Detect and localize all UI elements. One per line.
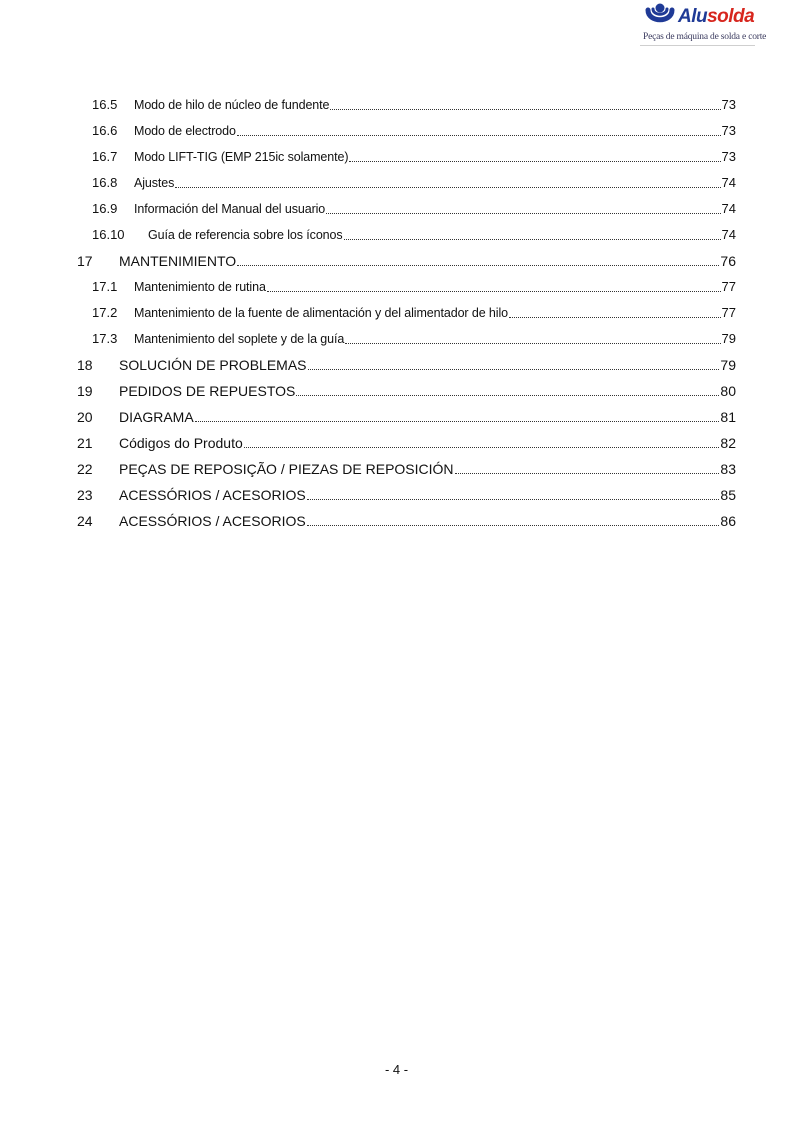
toc-entry[interactable] <box>92 278 736 296</box>
toc-entry-number: 20 <box>77 409 93 425</box>
toc-entry-number: 16.9 <box>92 201 118 216</box>
toc-entry[interactable] <box>92 200 736 218</box>
toc-entry[interactable] <box>77 460 736 478</box>
toc-entry-number: 18 <box>77 357 93 373</box>
toc-entry-number: 17.2 <box>92 305 118 320</box>
toc-entry[interactable] <box>77 486 736 504</box>
toc-entry-title: ACESSÓRIOS / ACESORIOS <box>119 513 306 529</box>
toc-entry-page: 74 <box>721 175 736 190</box>
toc-entry-title: Códigos do Produto <box>119 435 243 451</box>
toc-entry-title: Ajustes <box>134 176 175 190</box>
toc-entry[interactable] <box>77 434 736 452</box>
toc-entry-title: Mantenimiento del soplete y de la guía <box>134 332 345 346</box>
toc-entry-number: 22 <box>77 461 93 477</box>
toc-entry[interactable] <box>92 174 736 192</box>
dot-leader <box>455 472 720 474</box>
dot-leader <box>344 238 721 240</box>
toc-entry[interactable] <box>92 96 736 114</box>
toc-entry-number: 24 <box>77 513 93 529</box>
brand-tagline: Peças de máquina de solda e corte <box>643 32 767 42</box>
dot-leader <box>244 446 720 448</box>
dot-leader <box>509 316 721 318</box>
toc-entry-title: ACESSÓRIOS / ACESORIOS <box>119 487 306 503</box>
toc-entry-title: PEDIDOS DE REPUESTOS <box>119 383 296 399</box>
toc-entry-page: 77 <box>721 305 736 320</box>
toc-entry-page: 86 <box>720 513 736 529</box>
dot-leader <box>267 290 721 292</box>
toc-entry-page: 74 <box>721 201 736 216</box>
toc-entry-number: 16.10 <box>92 227 125 242</box>
toc-entry[interactable] <box>92 148 736 166</box>
toc-entry-page: 79 <box>721 331 736 346</box>
toc-entry-title: Modo de electrodo <box>134 124 236 138</box>
toc-entry-page: 79 <box>720 357 736 373</box>
toc-entry-page: 85 <box>720 487 736 503</box>
toc-entry-title: Mantenimiento de la fuente de alimentación y del alimentador de hilo <box>134 306 508 320</box>
toc-entry-page: 77 <box>721 279 736 294</box>
toc-entry-number: 21 <box>77 435 93 451</box>
toc-entry-page: 73 <box>721 123 736 138</box>
toc-entry[interactable] <box>77 408 736 426</box>
toc-entry-number: 16.8 <box>92 175 118 190</box>
toc-entry-number: 17 <box>77 253 93 269</box>
toc-entry-page: 81 <box>720 409 736 425</box>
toc-entry-page: 83 <box>720 461 736 477</box>
toc-entry[interactable] <box>77 252 736 270</box>
toc-entry[interactable] <box>92 304 736 322</box>
toc-entry-title: Modo LIFT-TIG (EMP 215ic solamente) <box>134 150 349 164</box>
alusolda-logo-icon <box>644 1 676 29</box>
toc-entry-title: PEÇAS DE REPOSIÇÃO / PIEZAS DE REPOSICIÓN <box>119 461 454 477</box>
toc-entry-number: 16.6 <box>92 123 118 138</box>
toc-entry-page: 73 <box>721 97 736 112</box>
toc-entry[interactable] <box>77 512 736 530</box>
brand-logo <box>640 0 767 46</box>
toc-entry-page: 82 <box>720 435 736 451</box>
toc-entry-title: Mantenimiento de rutina <box>134 280 266 294</box>
toc-entry-title: MANTENIMIENTO <box>119 253 237 269</box>
toc-entry[interactable] <box>77 382 736 400</box>
toc-entry-title: SOLUCIÓN DE PROBLEMAS <box>119 357 307 373</box>
dot-leader <box>308 368 720 370</box>
dot-leader <box>326 212 720 214</box>
dot-leader <box>175 186 720 188</box>
dot-leader <box>307 498 720 500</box>
toc-entry[interactable] <box>92 226 736 244</box>
toc-entry-number: 16.5 <box>92 97 118 112</box>
dot-leader <box>237 264 719 266</box>
toc-entry-number: 19 <box>77 383 93 399</box>
toc-entry[interactable] <box>92 330 736 348</box>
dot-leader <box>349 160 720 162</box>
toc-entry-title: Guía de referencia sobre los íconos <box>148 228 343 242</box>
toc-entry-title: DIAGRAMA <box>119 409 194 425</box>
dot-leader <box>345 342 720 344</box>
header-divider <box>640 45 755 46</box>
toc-entry[interactable] <box>92 122 736 140</box>
dot-leader <box>296 394 719 396</box>
brand-name: Alusolda <box>678 6 755 27</box>
toc-entry-number: 17.1 <box>92 279 118 294</box>
toc-entry-page: 74 <box>721 227 736 242</box>
dot-leader <box>237 134 721 136</box>
toc-entry[interactable] <box>77 356 736 374</box>
toc-entry-title: Modo de hilo de núcleo de fundente <box>134 98 330 112</box>
toc-entry-number: 16.7 <box>92 149 118 164</box>
toc-entry-title: Información del Manual del usuario <box>134 202 326 216</box>
toc-entry-page: 73 <box>721 149 736 164</box>
toc-entry-page: 76 <box>720 253 736 269</box>
dot-leader <box>330 108 720 110</box>
dot-leader <box>195 420 720 422</box>
toc-entry-number: 23 <box>77 487 93 503</box>
toc-entry-number: 17.3 <box>92 331 118 346</box>
page-number: - 4 - <box>384 1062 409 1077</box>
toc-entry-page: 80 <box>720 383 736 399</box>
dot-leader <box>307 524 720 526</box>
